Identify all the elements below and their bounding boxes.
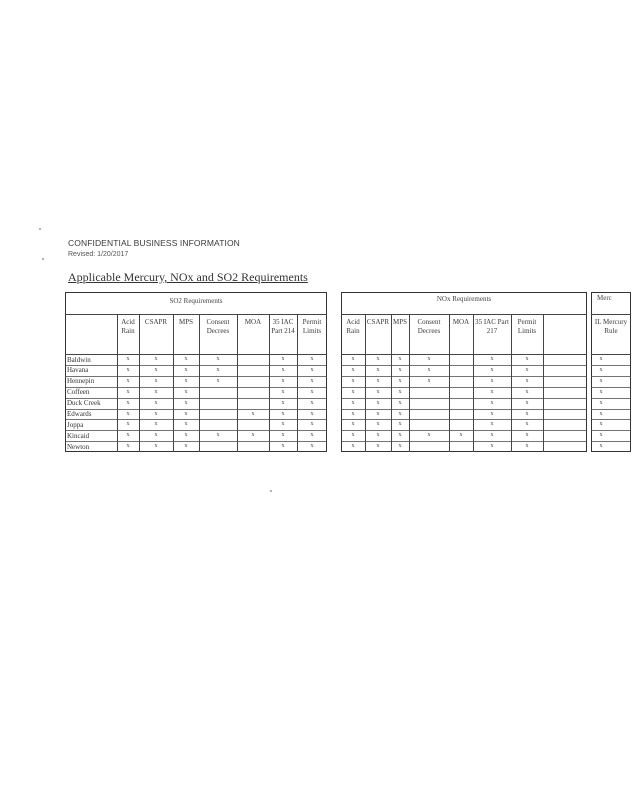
so2-mark: x [184,399,188,406]
so2-mark: x [251,410,255,417]
facility-name: Newton [67,442,90,451]
nox-col-rule [365,314,366,452]
so2-mark: x [184,421,188,428]
so2-mark: x [154,356,158,362]
so2-mark: x [154,421,158,428]
so2-mark: x [281,410,285,417]
so2-col-rule [139,314,140,452]
so2-col-header: Permit Limits [302,318,322,335]
header-rule [591,354,631,355]
nox-mark: x [351,399,355,406]
so2-mark: x [251,432,255,439]
nox-mark: x [490,356,494,362]
so2-mark: x [154,377,158,384]
nox-mark: x [525,399,529,406]
nox-mark: x [525,377,529,384]
nox-mark: x [351,421,355,428]
so2-mark: x [154,388,158,395]
so2-mark: x [126,443,130,450]
nox-mark: x [398,377,402,384]
nox-mark: x [525,356,529,362]
nox-mark: x [525,421,529,428]
so2-col-header: MOA [244,318,262,326]
facility-name: Coffeen [67,388,90,397]
nox-mark: x [525,366,529,373]
nox-col-header: 35 IAC Part 217 [475,318,509,335]
nox-mark: x [398,410,402,417]
so2-mark: x [281,356,285,362]
nox-mark: x [398,443,402,450]
nox-mark: x [398,432,402,439]
row-rule [341,387,587,388]
scan-speck [270,490,272,492]
row-rule [591,387,631,388]
nox-mark: x [351,443,355,450]
facility-name: Havana [67,366,89,375]
facility-name: Joppa [67,420,84,429]
row-rule [341,365,587,366]
nox-mark: x [351,366,355,373]
nox-mark: x [351,377,355,384]
confidential-label: CONFIDENTIAL BUSINESS INFORMATION [68,238,240,248]
so2-mark: x [126,377,130,384]
nox-mark: x [376,366,380,373]
so2-mark: x [216,356,220,362]
nox-group-title: NOx Requirements [436,295,492,303]
scan-speck [42,258,44,260]
page-title: Applicable Mercury, NOx and SO2 Requirements [68,270,308,284]
so2-mark: x [154,432,158,439]
nox-mark: x [490,377,494,384]
so2-mark: x [310,388,314,395]
so2-mark: x [126,421,130,428]
nox-col-rule [543,314,544,452]
nox-mark: x [490,432,494,439]
header-rule [65,314,327,315]
so2-mark: x [184,377,188,384]
so2-mark: x [184,366,188,373]
row-rule [591,365,631,366]
row-rule [591,430,631,431]
row-rule [591,419,631,420]
so2-mark: x [126,432,130,439]
nox-col-rule [449,314,450,452]
so2-mark: x [126,366,130,373]
nox-mark: x [525,432,529,439]
so2-mark: x [281,366,285,373]
so2-mark: x [154,399,158,406]
so2-mark: x [310,399,314,406]
so2-col-header: 35 IAC Part 214 [271,318,295,335]
so2-mark: x [184,356,188,362]
facility-name: Kincaid [67,431,90,440]
nox-mark: x [351,356,355,362]
facility-name: Duck Creek [67,399,101,408]
nox-mark: x [398,399,402,406]
nox-mark: x [427,432,431,439]
so2-mark: x [281,421,285,428]
facility-name: Baldwin [67,355,91,364]
nox-mark: x [351,432,355,439]
nox-mark: x [490,388,494,395]
nox-mark: x [376,388,380,395]
so2-mark: x [126,356,130,362]
mercury-mark: x [599,377,603,384]
mercury-mark: x [599,388,603,395]
nox-mark: x [351,410,355,417]
header-rule [341,354,587,355]
so2-mark: x [154,410,158,417]
so2-mark: x [310,432,314,439]
nox-col-rule [391,314,392,452]
so2-mark: x [126,410,130,417]
so2-mark: x [216,377,220,384]
nox-mark: x [427,356,431,362]
nox-col-header: MOA [452,318,470,326]
nox-col-header: Consent Decrees [417,318,441,335]
mercury-mark: x [599,399,603,406]
row-rule [591,398,631,399]
nox-col-header: CSAPR [366,318,390,326]
so2-mark: x [126,399,130,406]
row-rule [591,376,631,377]
row-rule [341,441,587,442]
nox-mark: x [398,388,402,395]
mercury-group-title: Merc [597,294,612,302]
so2-col-header: Acid Rain [121,318,135,335]
so2-mark: x [154,443,158,450]
mercury-mark: x [599,366,603,373]
so2-mark: x [184,388,188,395]
nox-mark: x [490,366,494,373]
so2-mark: x [281,432,285,439]
so2-mark: x [310,443,314,450]
so2-col-header: MPS [178,318,193,326]
header-rule [591,314,631,315]
nox-col-header: Permit Limits [517,318,537,335]
row-rule [341,419,587,420]
row-rule [341,398,587,399]
so2-mark: x [216,366,220,373]
so2-mark: x [310,421,314,428]
facility-name: Hennepin [67,377,95,386]
nox-mark: x [376,443,380,450]
nox-mark: x [376,356,380,362]
mercury-col-header: IL Mercury Rule [594,318,628,335]
nox-col-header: MPS [392,318,407,326]
nox-mark: x [459,432,463,439]
so2-mark: x [281,388,285,395]
so2-mark: x [184,410,188,417]
header-rule [341,314,587,315]
nox-mark: x [490,421,494,428]
so2-mark: x [216,432,220,439]
so2-mark: x [310,377,314,384]
nox-mark: x [525,410,529,417]
so2-mark: x [310,356,314,362]
row-rule [341,430,587,431]
nox-col-header: Acid Rain [346,318,360,335]
nox-mark: x [376,399,380,406]
so2-mark: x [310,366,314,373]
nox-mark: x [398,366,402,373]
nox-mark: x [398,356,402,362]
nox-mark: x [490,399,494,406]
mercury-mark: x [599,443,603,450]
nox-mark: x [525,388,529,395]
nox-mark: x [376,421,380,428]
revised-date: Revised: 1/20/2017 [68,251,129,258]
facility-name: Edwards [67,410,92,418]
nox-mark: x [376,410,380,417]
so2-mark: x [154,366,158,373]
nox-mark: x [398,421,402,428]
row-rule [591,441,631,442]
mercury-mark: x [599,410,603,417]
mercury-mark: x [599,432,603,439]
so2-mark: x [310,410,314,417]
so2-mark: x [281,399,285,406]
so2-col-header: Consent Decrees [206,318,230,335]
mercury-mark: x [599,356,603,362]
so2-col-rule [237,314,238,452]
nox-mark: x [376,377,380,384]
nox-mark: x [351,388,355,395]
so2-col-header: CSAPR [144,318,168,326]
nox-mark: x [427,377,431,384]
nox-mark: x [525,443,529,450]
row-rule [341,376,587,377]
nox-mark: x [376,432,380,439]
scan-speck [39,228,41,230]
nox-mark: x [490,410,494,417]
so2-mark: x [281,443,285,450]
so2-mark: x [281,377,285,384]
mercury-mark: x [599,421,603,428]
nox-mark: x [490,443,494,450]
so2-mark: x [184,443,188,450]
so2-col-rule [173,314,174,452]
so2-mark: x [126,388,130,395]
so2-group-title: SO2 Requirements [169,297,223,305]
row-rule [341,409,587,410]
row-rule [591,409,631,410]
so2-mark: x [184,432,188,439]
nox-mark: x [427,366,431,373]
requirements-table [65,292,628,456]
